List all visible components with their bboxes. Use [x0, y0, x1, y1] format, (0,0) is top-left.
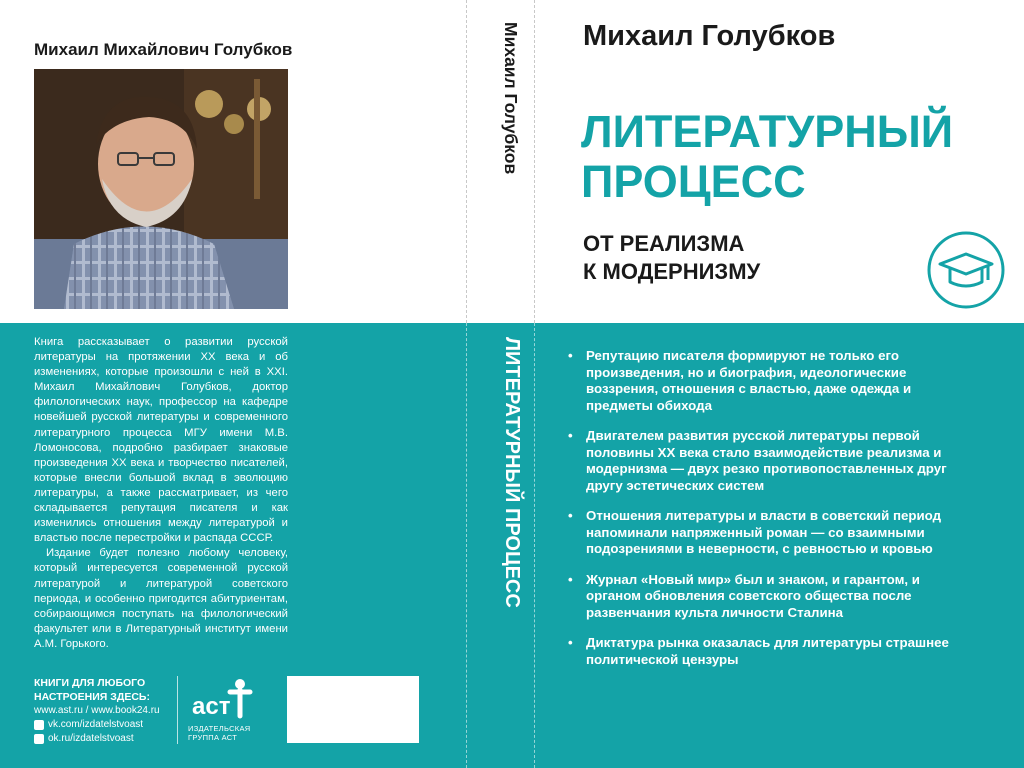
description-paragraph-1: Книга рассказывает о развитии русской литературы на протяжении XX века и об изменениях, которые произошли с ней в XXI. Михаил Михайлович Голубков, доктор филологических наук, профессор на кафедре новейшей русской литературы и современного литературного процесса МГУ имени М.В. Ломоносова, подробно разбирает знаковые произведения XX века и творчество писателей, которые внесли большой вклад в эволюцию литературы, а также рассматривает, из чего складывается репутация писателя и как изменились отношения между литературой и властью после перестройки и распада СССР.	[34, 336, 288, 545]
title-line2: ПРОЦЕСС	[581, 156, 806, 207]
promo-ok-link[interactable]: ok.ru/izdatelstvoast	[48, 733, 134, 744]
bullet-item: • Журнал «Новый мир» был и знаком, и гарантом, и органом обновления советского общества после развенчания культа личности Сталина	[568, 572, 968, 622]
ast-logo-icon	[188, 676, 258, 744]
publisher-name	[188, 724, 250, 742]
front-cover-subtitle	[583, 230, 760, 286]
back-cover-description	[34, 335, 288, 652]
title-line1: ЛИТЕРАТУРНЫЙ	[581, 106, 954, 157]
odnoklassniki-icon	[34, 734, 44, 744]
promo-ok-line[interactable]	[34, 732, 160, 746]
spine-fold-line-right	[534, 0, 535, 323]
author-portrait-image	[34, 69, 288, 309]
publisher-line1: ИЗДАТЕЛЬСКАЯ	[188, 724, 251, 733]
promo-divider	[177, 676, 178, 744]
spine-title: ЛИТЕРАТУРНЫЙ ПРОЦЕСС	[501, 337, 523, 608]
subtitle-line1: ОТ РЕАЛИЗМА	[583, 231, 745, 256]
graduation-cap-icon	[926, 230, 1006, 310]
bullet-item: • Диктатура рынка оказалась для литературы страшнее политической цензуры	[568, 635, 968, 668]
spine-fold-line-left-teal	[466, 323, 467, 768]
promo-vk-line[interactable]	[34, 718, 160, 732]
publisher-line2: ГРУППА АСТ	[188, 733, 238, 742]
back-cover-author-name: Михаил Михайлович Голубков	[34, 40, 293, 59]
spine-fold-line-left	[466, 0, 467, 323]
barcode-area	[287, 676, 419, 743]
promo-title-line2: НАСТРОЕНИЯ ЗДЕСЬ:	[34, 691, 150, 703]
promo-block	[34, 676, 160, 746]
bullet-item: • Репутацию писателя формируют не только его произведения, но и биография, идеологические воззрения, отношения с властью, даже одежда и предметы обихода	[568, 348, 968, 414]
ast-logo-text: аст	[192, 693, 231, 720]
spine-author: Михаил Голубков	[501, 22, 521, 175]
promo-websites[interactable]: www.ast.ru / www.book24.ru	[34, 705, 160, 716]
author-photo	[34, 69, 288, 309]
ast-logo-mark	[188, 676, 258, 722]
front-cover-title	[581, 107, 953, 207]
bullet-item: • Отношения литературы и власти в советский период напоминали напряженный роман — со взаимными подозрениями в неверности, с ревностью и кровью	[568, 508, 968, 558]
front-cover-author: Михаил Голубков	[583, 20, 836, 52]
subtitle-line2: К МОДЕРНИЗМУ	[583, 259, 761, 284]
vk-icon	[34, 720, 44, 730]
promo-vk-link[interactable]: vk.com/izdatelstvoast	[48, 719, 144, 730]
spine-fold-line-right-teal	[534, 323, 535, 768]
front-cover-bullet-list	[568, 348, 968, 682]
bullet-item: • Двигателем развития русской литературы первой половины XX века стало взаимодействие реализма и модернизма — двух резко противопоставленных друг другу эстетических систем	[568, 428, 968, 494]
promo-title-line1: КНИГИ ДЛЯ ЛЮБОГО	[34, 677, 146, 689]
description-paragraph-2: Издание будет полезно любому человеку, который интересуется современной русской литературой и литературой советского периода, и особенно пригодится абитуриентам, собирающимся поступать на филологический факультет или в Литературный институт имени А.М. Горького.	[34, 547, 288, 650]
